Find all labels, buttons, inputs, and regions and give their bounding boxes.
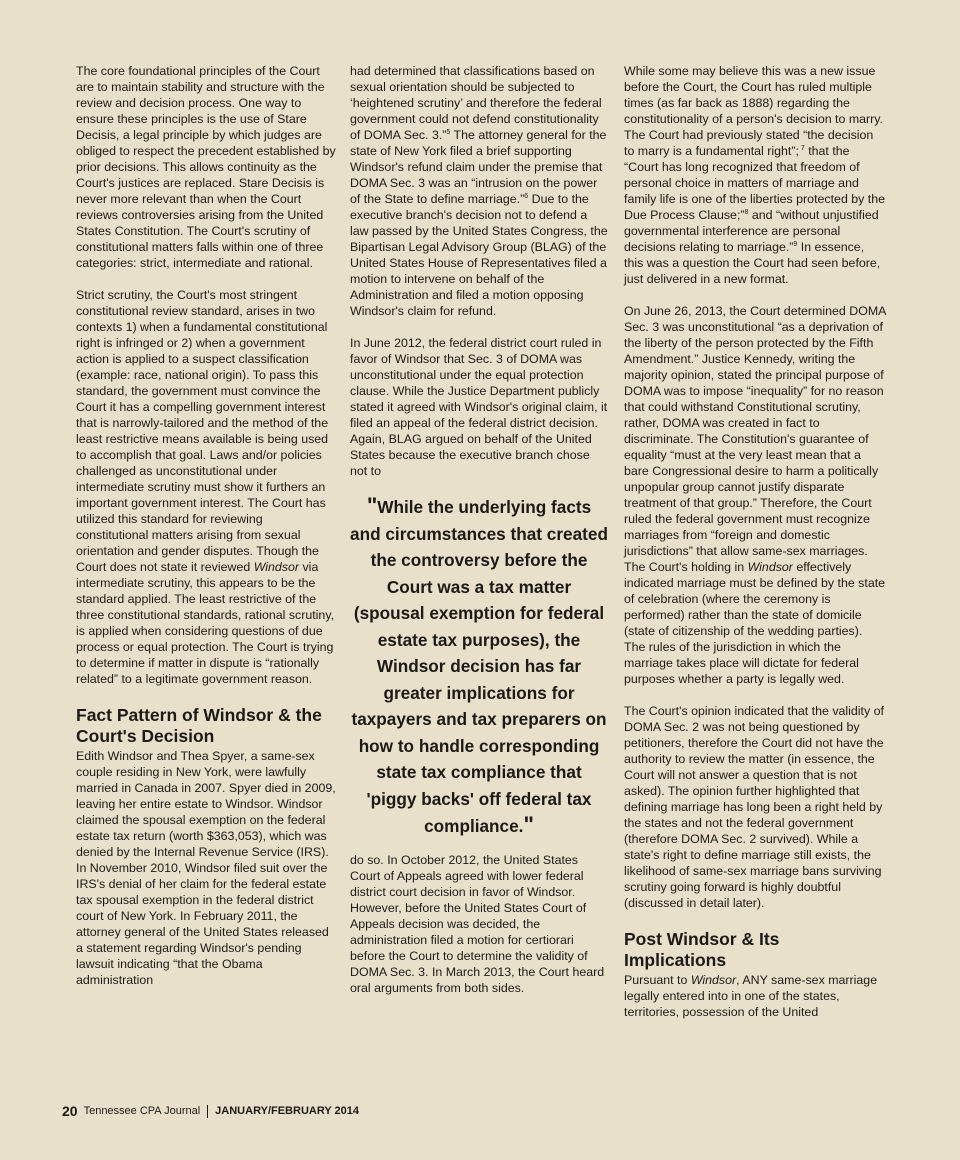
text-run: Pursuant to [624,973,691,987]
body-paragraph: Edith Windsor and Thea Spyer, a same-sex couple residing in New York, were lawfully married in Canada in 2007. Spyer died in 2009, leaving her entire estate to Windsor. Windsor claimed the spousal exemption on the federal estate tax return (worth $363,053), which was denied by the Internal Revenue Service (IRS). In November 2010, Windsor filed suit over the IRS's denial of her claim for the federal estate tax spousal exemption in the federal district court of New York. In February 2011, the attorney general of the United States released a statement regarding Windsor's pending lawsuit indicating “that the Obama administration [76,749,336,987]
pull-quote [350,493,608,840]
footnote-ref: 6 [524,192,529,200]
case-name: Windsor [747,560,793,574]
text-run: Strict scrutiny, the Court's most stringent constitutional review standard, arises in two contexts 1) when a fundamental constitutional right is infringed or 2) when a government action is applied to a suspect classification (example: race, national origin). To pass this standard, the government must convince the Court it has a compelling government interest that is narrowly-tailored and the method of the least restrictive means available is being used to accomplish that goal. Laws and/or policies challenged as unconstitutional under intermediate scrutiny must show it furthers an important government interest. The Court has utilized this standard for reviewing constitutional matters arising from sexual orientation and gender disputes. Though the Court does not state it reviewed [76,288,329,574]
text-run: and “without unjustified governmental interference are personal decisions relating to marriage.” [624,208,879,254]
footnote-ref: 9 [793,240,798,248]
body-paragraph [350,63,608,319]
column-3 [624,63,886,1020]
text-run: The attorney general for the state of New York filed a brief supporting Windsor's refund claim under the premise that DOMA Sec. 3 was an “intrusion on the power of the State to define marriage.” [350,128,607,206]
body-paragraph: The core foundational principles of the Court are to maintain stability and structure with the review and decision process. One way to ensure these principles is the use of Stare Decisis, a legal principle by which judges are obliged to respect the precedent established by prior decisions. This allows continuity as the Court's justices are replaced. Stare Decisis is never more relevant than when the Court reviews controversies arising from the United States Constitution. The Court's scrutiny of constitutional matters falls within one of three categories: strict, intermediate and rational. [76,64,336,270]
footnote-ref: 5 [446,128,451,136]
footnote-ref: 8 [744,208,749,216]
text-run: that the “Court has long recognized that freedom of personal choice in matters of marriage and family life is one of the liberties protected by the Due Process Clause;” [624,144,886,222]
text-run: , ANY same-sex marriage legally entered into in one of the states, territories, possession of the United [624,973,878,1019]
text-run: via intermediate scrutiny, this appears to be the standard applied. The least restrictive of the three constitutional standards, rational scrutiny, is applied when considering questions of due process or equal protection. The Court is trying to determine if matter in dispute is “rationally related” to a legitimate government reason. [76,560,335,686]
text-run: While some may believe this was a new issue before the Court, the Court has ruled multiple times (as far back as 1888) regarding the constitutionality of a person's decision to marry. The Court had previously stated “the decision to marry is a fundamental right”; [624,64,884,158]
open-quote-mark: " [366,493,378,518]
body-paragraph [624,972,886,1020]
body-paragraph [624,303,886,687]
text-run: effectively indicated marriage must be defined by the state of celebration (where the ceremony is performed) rather than the state of domicile (state of citizenship of the wedding parties). The rules of the jurisdiction in which the marriage takes place will dictate for federal purposes whether a party is legally wed. [624,560,886,686]
body-paragraph [624,63,886,287]
case-name: Windsor [690,973,737,987]
text-run: In essence, this was a question the Court had seen before, just delivered in a new format. [624,240,881,286]
journal-name: Tennessee CPA Journal [83,1105,201,1117]
body-paragraph: The Court's opinion indicated that the validity of DOMA Sec. 2 was not being questioned by petitioners, therefore the Court did not have the authority to review the matter (in essence, the Court will not answer a question that is not asked). The opinion further highlighted that defining marriage has long been a right held by the states and not the federal government (therefore DOMA Sec. 2 survived). While a state's right to define marriage still exists, the likelihood of same-sex marriage bans surviving scrutiny going forward is highly doubtful (discussed in detail later). [624,704,884,910]
case-name: Windsor [253,560,300,574]
column-1 [76,63,336,988]
body-paragraph: do so. In October 2012, the United States Court of Appeals agreed with lower federal district court decision in favor of Windsor. However, before the United States Court of Appeals decision was decided, the administration filed a motion for certiorari before the Court to determine the validity of DOMA Sec. 3. In March 2013, the Court heard oral arguments from both sides. [350,852,605,995]
column-2 [350,63,608,996]
footnote-ref: 7 [798,144,805,152]
pull-quote-text: While the underlying facts and circumstances that created the controversy before the Court was a tax matter (spousal exemption for federal estate tax purposes), the Windsor decision has far greater implications for taxpayers and tax preparers on how to handle corresponding state tax compliance that 'piggy backs' off federal tax compliance. [350,497,608,836]
page-number: 20 [62,1103,78,1119]
text-run: On June 26, 2013, the Court determined DOMA Sec. 3 was unconstitutional “as a deprivation of the liberty of the person protected by the Fifth Amendment.” Justice Kennedy, writing the majority opinion, stated the principal purpose of DOMA was to impose “inequality” for no reason that could withstand Constitutional scrutiny, rather, DOMA was created in fact to discriminate. The Constitution's guarantee of equality “must at the very least mean that a bare Congressional desire to harm a politically unpopular group cannot justify disparate treatment of that group.” Therefore, the Court ruled the federal government must recognize marriages from “foreign and domestic jurisdictions” that allow same-sex marriages. The Court's holding in [624,304,886,574]
text-run: Due to the executive branch's decision not to defend a law passed by the United States Congress, the Bipartisan Legal Advisory Group (BLAG) of the United States House of Representatives filed a motion to intervene on behalf of the Administration and filed a motion opposing Windsor's claim for refund. [350,192,608,318]
section-heading: Post Windsor & Its Implications [624,929,780,970]
issue-date: JANUARY/FEBRUARY 2014 [215,1105,360,1117]
footer-divider [207,1105,208,1118]
text-run: had determined that classifications based on sexual orientation should be subjected to ‘heightened scrutiny’ and therefore the federal government could not defend constitutionality of DOMA Sec. 3.” [350,64,602,142]
body-paragraph: In June 2012, the federal district court ruled in favor of Windsor that Sec. 3 of DOMA was unconstitutional under the equal protection clause. While the Justice Department publicly stated it agreed with Windsor's original claim, it filed an appeal of the federal district decision. Again, BLAG argued on behalf of the United States because the executive branch chose not to [350,336,608,478]
page-footer [62,1103,359,1119]
body-paragraph [76,287,336,687]
close-quote-mark: " [523,812,534,837]
section-heading: Fact Pattern of Windsor & the Court's Decision [76,705,322,746]
